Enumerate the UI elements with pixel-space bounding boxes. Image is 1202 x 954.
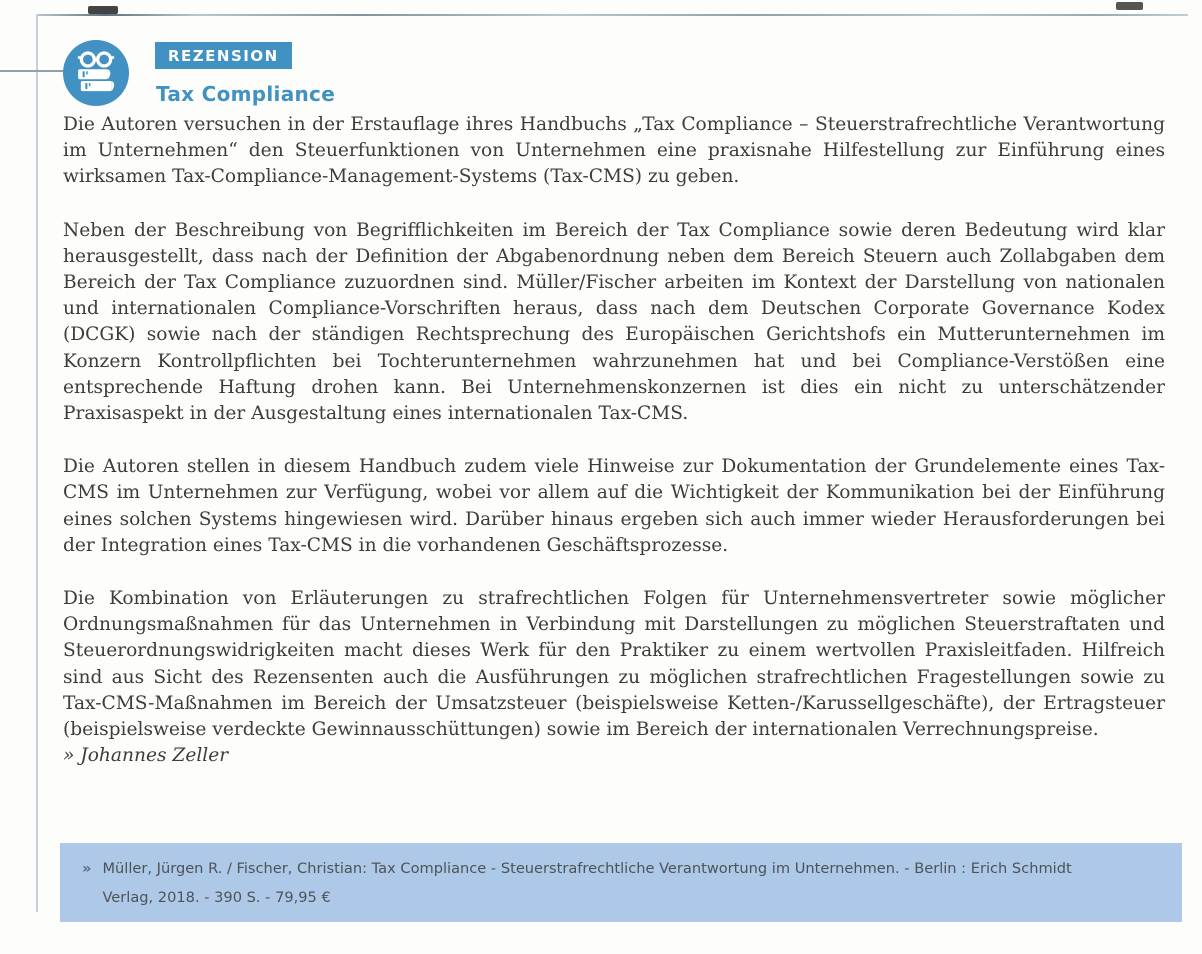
page-title: Tax Compliance <box>156 82 336 106</box>
review-author: » Johannes Zeller <box>63 745 229 767</box>
review-paragraph: Die Autoren stellen in diesem Handbuch zudem viele Hinweise zur Dokumentation der Grundelemente eines Tax-CMS im Unternehmen zur Verfügung, wobei vor allem auf die Wichtigkeit der Kommunikation bei der Einführung eines solchen Systems hingewiesen wird. Darüber hinaus ergeben sich auch immer wieder Herausforderungen bei der Integration eines Tax-CMS in die vorhandenen Geschäftsprozesse. <box>63 456 1165 556</box>
rezension-badge: REZENSION <box>155 42 292 69</box>
books-with-glasses-icon <box>63 40 129 106</box>
scan-smudge-left <box>88 6 118 14</box>
review-paragraph: Die Kombination von Erläuterungen zu strafrechtlichen Folgen für Unternehmensvertreter sowie möglicher Ordnungsmaßnahmen für das Unternehmen in Verbindung mit Darstellungen zu möglichen Steuerstraftaten und Steuerordnungswidrigkeiten macht dieses Werk für den Praktiker zu einem wertvollen Praxisleitfaden. Hilfreich sind aus Sicht des Rezensenten auch die Ausführungen zu möglichen strafrechtlichen Fragestellungen sowie zu Tax-CMS-Maßnahmen im Bereich der Umsatzsteuer (beispielsweise Ketten-/Karussellgeschäfte), der Ertragsteuer (beispielsweise verdeckte Gewinnausschüttungen) sowie im Bereich der internationalen Verrechnungspreise. <box>63 588 1165 741</box>
citation-marker: » <box>82 860 92 877</box>
scan-smudge-right <box>1116 2 1143 10</box>
review-body <box>63 112 1165 769</box>
left-border-rule <box>36 14 38 912</box>
review-paragraph: Neben der Beschreibung von Begrifflichkeiten im Bereich der Tax Compliance sowie deren Bedeutung wird klar herausgestellt, dass nach der Definition der Abgabenordnung neben dem Bereich Steuern auch Zollabgaben dem Bereich der Tax Compliance zuzuordnen sind. Müller/Fischer arbeiten im Kontext der Darstellung von nationalen und internationalen Compliance-Vorschriften heraus, dass nach dem Deutschen Corporate Governance Kodex (DCGK) sowie nach der ständigen Rechtsprechung des Europäischen Gerichtshofs ein Mutterunternehmen im Konzern Kontrollpflichten bei Tochterunternehmen wahrzunehmen hat und bei Compliance-Verstößen eine entsprechende Haftung drohen kann. Bei Unternehmenskonzernen ist dies ein nicht zu unterschätzender Praxisaspekt in der Ausgestaltung eines internationalen Tax-CMS. <box>63 219 1165 425</box>
bibliographic-citation-box <box>60 843 1182 922</box>
review-paragraph: Die Autoren versuchen in der Erstauflage ihres Handbuchs „Tax Compliance – Steuerstrafrechtliche Verantwortung im Unternehmen“ den Steuerfunktionen von Unternehmen eine praxisnahe Hilfestellung zur Einführung eines wirksamen Tax-Compliance-Management-Systems (Tax-CMS) zu geben. <box>63 114 1165 188</box>
citation-text: Müller, Jürgen R. / Fischer, Christian: Tax Compliance - Steuerstrafrechtliche Verantwortung im Unternehmen. - Berlin : Erich Schmidt Verlag, 2018. - 390 S. - 79,95 € <box>102 860 1072 906</box>
header-horizontal-rule <box>0 70 68 72</box>
review-header <box>60 34 1160 112</box>
top-border-rule <box>36 14 1188 16</box>
